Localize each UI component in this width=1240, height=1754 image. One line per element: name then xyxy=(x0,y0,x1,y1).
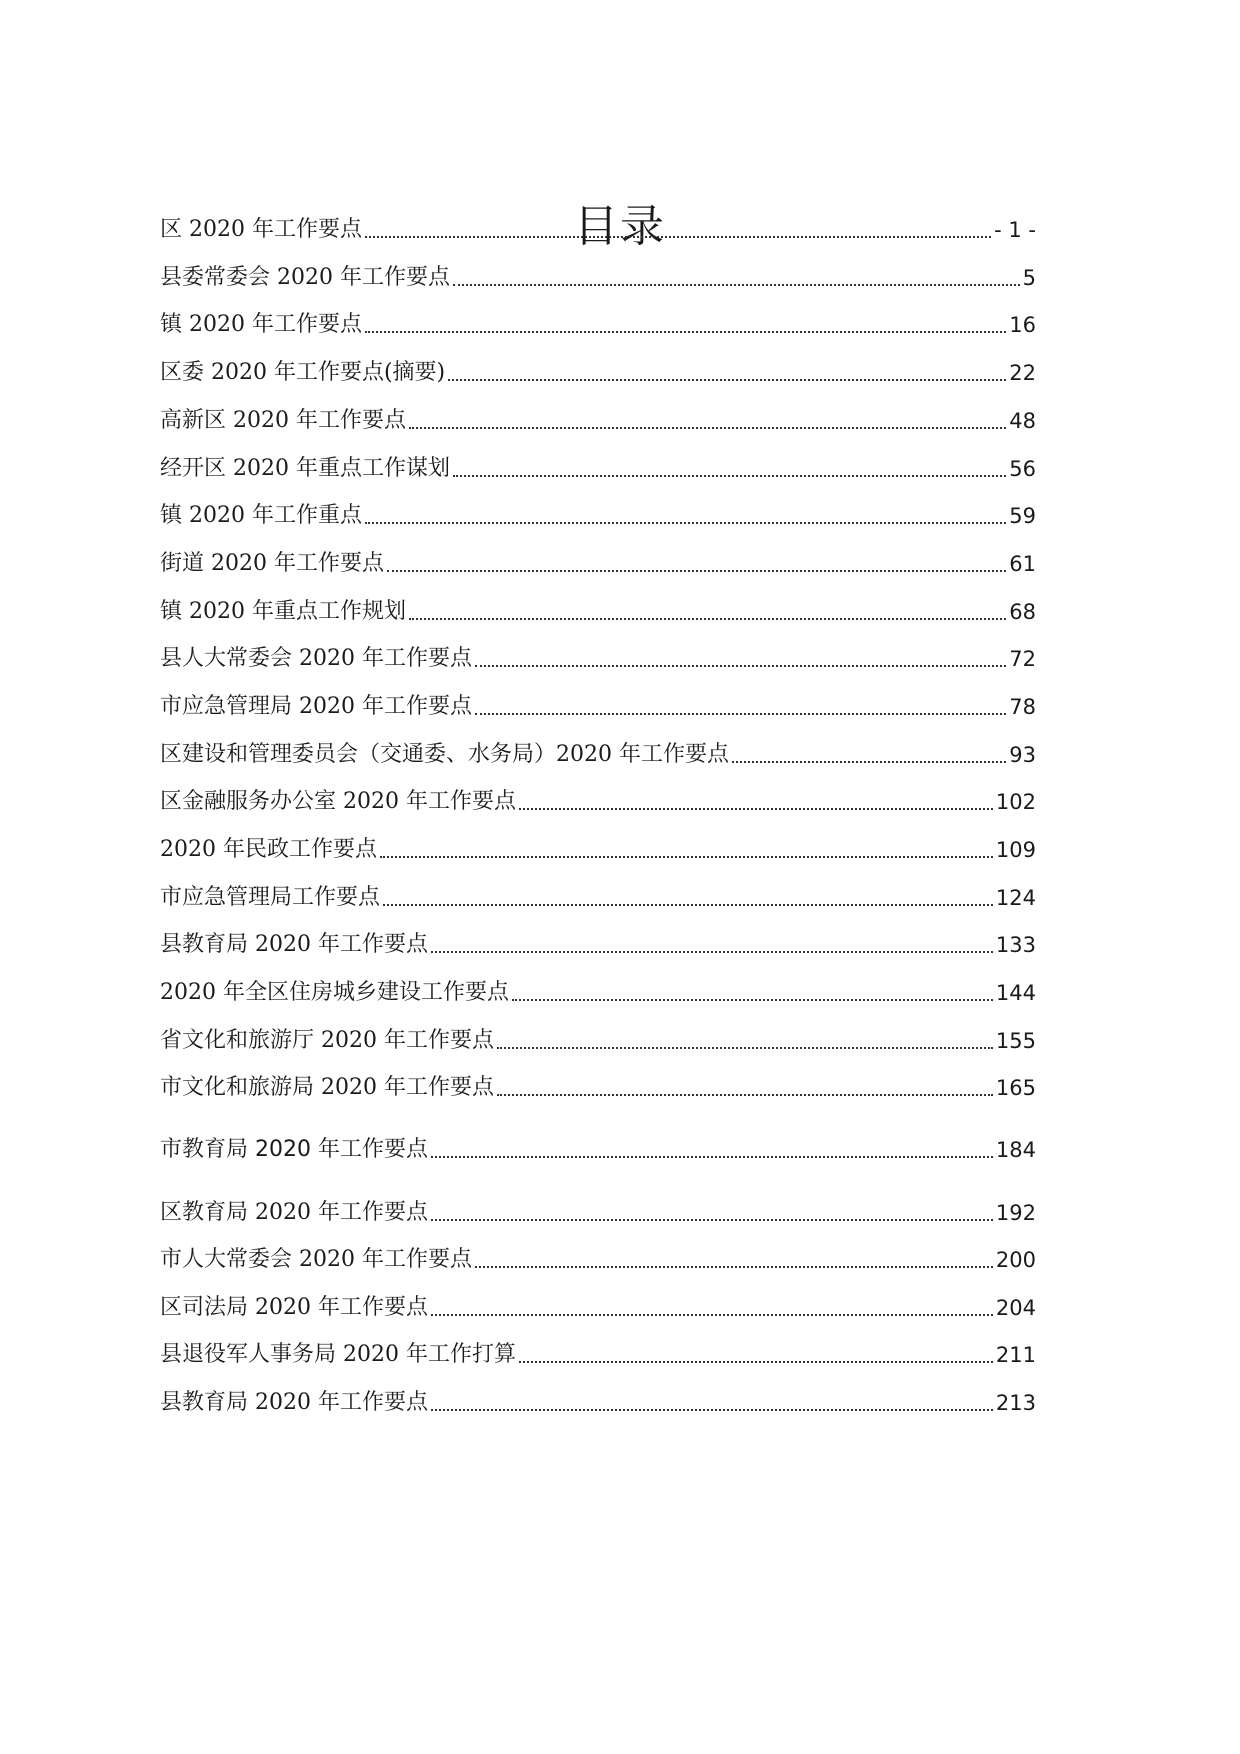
toc-entry-title: 镇 2020 年重点工作规划 xyxy=(160,599,406,624)
toc-entry[interactable] xyxy=(160,1235,1036,1275)
dot-leader xyxy=(475,1266,993,1268)
dot-leader xyxy=(387,570,1006,572)
toc-page-number: 93 xyxy=(1009,743,1036,767)
toc-entry-title: 市文化和旅游局 2020 年工作要点 xyxy=(160,1075,494,1100)
toc-entry-title: 2020 年民政工作要点 xyxy=(160,837,377,862)
toc-page-number: 59 xyxy=(1009,504,1036,528)
toc-page-number: 192 xyxy=(995,1201,1036,1225)
toc-entry-title: 高新区 2020 年工作要点 xyxy=(160,408,406,433)
toc-entry[interactable] xyxy=(160,491,1036,531)
page-title: 目录 xyxy=(574,201,666,253)
toc-page-number: 213 xyxy=(995,1391,1036,1415)
toc-page-number: 102 xyxy=(995,790,1036,814)
dot-leader xyxy=(409,427,1006,429)
toc-page-number: 109 xyxy=(995,838,1036,862)
toc-entry-title: 区金融服务办公室 2020 年工作要点 xyxy=(160,789,516,814)
toc-entry[interactable] xyxy=(160,1283,1036,1323)
toc-entry[interactable] xyxy=(160,1063,1036,1103)
toc-entry[interactable] xyxy=(160,920,1036,960)
toc-page-number: 5 xyxy=(1022,266,1036,290)
dot-leader xyxy=(365,331,1006,333)
toc-entry-title: 县教育局 2020 年工作要点 xyxy=(160,1390,428,1415)
toc-page-number: 200 xyxy=(995,1248,1036,1272)
toc-entry[interactable] xyxy=(160,1188,1036,1228)
dot-leader xyxy=(431,1314,993,1316)
toc-page-number: 155 xyxy=(995,1029,1036,1053)
dot-leader xyxy=(365,236,991,238)
dot-leader xyxy=(383,904,993,906)
toc-entry[interactable] xyxy=(160,1125,1036,1165)
toc-entry[interactable] xyxy=(160,730,1036,770)
toc-page-number: 16 xyxy=(1009,313,1036,337)
toc-entry-title: 市人大常委会 2020 年工作要点 xyxy=(160,1247,472,1272)
dot-leader xyxy=(453,475,1006,477)
dot-leader xyxy=(453,284,1020,286)
dot-leader xyxy=(448,379,1006,381)
dot-leader xyxy=(497,1047,993,1049)
dot-leader xyxy=(475,713,1006,715)
toc-entry[interactable] xyxy=(160,1330,1036,1370)
toc-entry-title: 2020 年全区住房城乡建设工作要点 xyxy=(160,980,509,1005)
toc-page-number: - 1 - xyxy=(994,218,1036,242)
toc-entry-title: 经开区 2020 年重点工作谋划 xyxy=(160,456,450,481)
dot-leader xyxy=(519,808,993,810)
toc-entry[interactable] xyxy=(160,825,1036,865)
dot-leader xyxy=(497,1094,993,1096)
toc-page-number: 124 xyxy=(995,886,1036,910)
toc-entry-title: 区教育局 2020 年工作要点 xyxy=(160,1200,428,1225)
toc-page-number: 72 xyxy=(1009,647,1036,671)
toc-page-number: 133 xyxy=(995,933,1036,957)
toc-page-number: 78 xyxy=(1009,695,1036,719)
dot-leader xyxy=(431,1156,993,1158)
toc-page-number: 204 xyxy=(995,1296,1036,1320)
dot-leader xyxy=(365,522,1006,524)
toc-page-number: 48 xyxy=(1009,409,1036,433)
dot-leader xyxy=(380,856,993,858)
toc-entry-title: 镇 2020 年工作重点 xyxy=(160,503,362,528)
dot-leader xyxy=(409,618,1006,620)
toc-page-number: 165 xyxy=(995,1076,1036,1100)
toc-page-number: 68 xyxy=(1009,600,1036,624)
toc-entry[interactable] xyxy=(160,682,1036,722)
toc-entry[interactable] xyxy=(160,396,1036,436)
toc-entry-title: 县退役军人事务局 2020 年工作打算 xyxy=(160,1342,516,1367)
toc-entry-title: 区建设和管理委员会（交通委、水务局）2020 年工作要点 xyxy=(160,742,729,767)
toc-entry[interactable] xyxy=(160,777,1036,817)
toc-page-number: 211 xyxy=(995,1343,1036,1367)
toc-page-number: 56 xyxy=(1009,457,1036,481)
dot-leader xyxy=(512,999,993,1001)
dot-leader xyxy=(475,665,1006,667)
toc-page-number: 61 xyxy=(1009,552,1036,576)
toc-entry[interactable] xyxy=(160,253,1036,293)
toc-entry-title: 市应急管理局工作要点 xyxy=(160,885,381,910)
dot-leader xyxy=(431,951,993,953)
toc-page-number: 144 xyxy=(995,981,1036,1005)
dot-leader xyxy=(519,1361,993,1363)
toc-entry[interactable] xyxy=(160,1378,1036,1418)
toc-entry-title: 市教育局 2020 年工作要点 xyxy=(160,1137,428,1162)
toc-entry-title: 区司法局 2020 年工作要点 xyxy=(160,1295,428,1320)
toc-entry[interactable] xyxy=(160,873,1036,913)
toc-entry[interactable] xyxy=(160,1016,1036,1056)
toc-entry[interactable] xyxy=(160,300,1036,340)
dot-leader xyxy=(732,761,1006,763)
toc-entry[interactable] xyxy=(160,205,1036,245)
toc-entry[interactable] xyxy=(160,634,1036,674)
toc-entry-title: 镇 2020 年工作要点 xyxy=(160,312,362,337)
toc-entry[interactable] xyxy=(160,444,1036,484)
toc-page-number: 22 xyxy=(1009,361,1036,385)
toc-entry-title: 街道 2020 年工作要点 xyxy=(160,551,384,576)
toc-entry[interactable] xyxy=(160,539,1036,579)
toc-entry[interactable] xyxy=(160,968,1036,1008)
toc-entry-title: 市应急管理局 2020 年工作要点 xyxy=(160,694,472,719)
toc-entry-title: 区 2020 年工作要点 xyxy=(160,217,362,242)
toc-page-number: 184 xyxy=(995,1138,1036,1162)
toc-entry[interactable] xyxy=(160,587,1036,627)
toc-entry-title: 区委 2020 年工作要点(摘要) xyxy=(160,360,446,385)
toc-entry-title: 省文化和旅游厅 2020 年工作要点 xyxy=(160,1028,494,1053)
toc-entry-title: 县人大常委会 2020 年工作要点 xyxy=(160,646,472,671)
toc-entry-title: 县教育局 2020 年工作要点 xyxy=(160,932,428,957)
dot-leader xyxy=(431,1409,993,1411)
dot-leader xyxy=(431,1219,993,1221)
toc-entry-title: 县委常委会 2020 年工作要点 xyxy=(160,265,450,290)
toc-entry[interactable] xyxy=(160,348,1036,388)
